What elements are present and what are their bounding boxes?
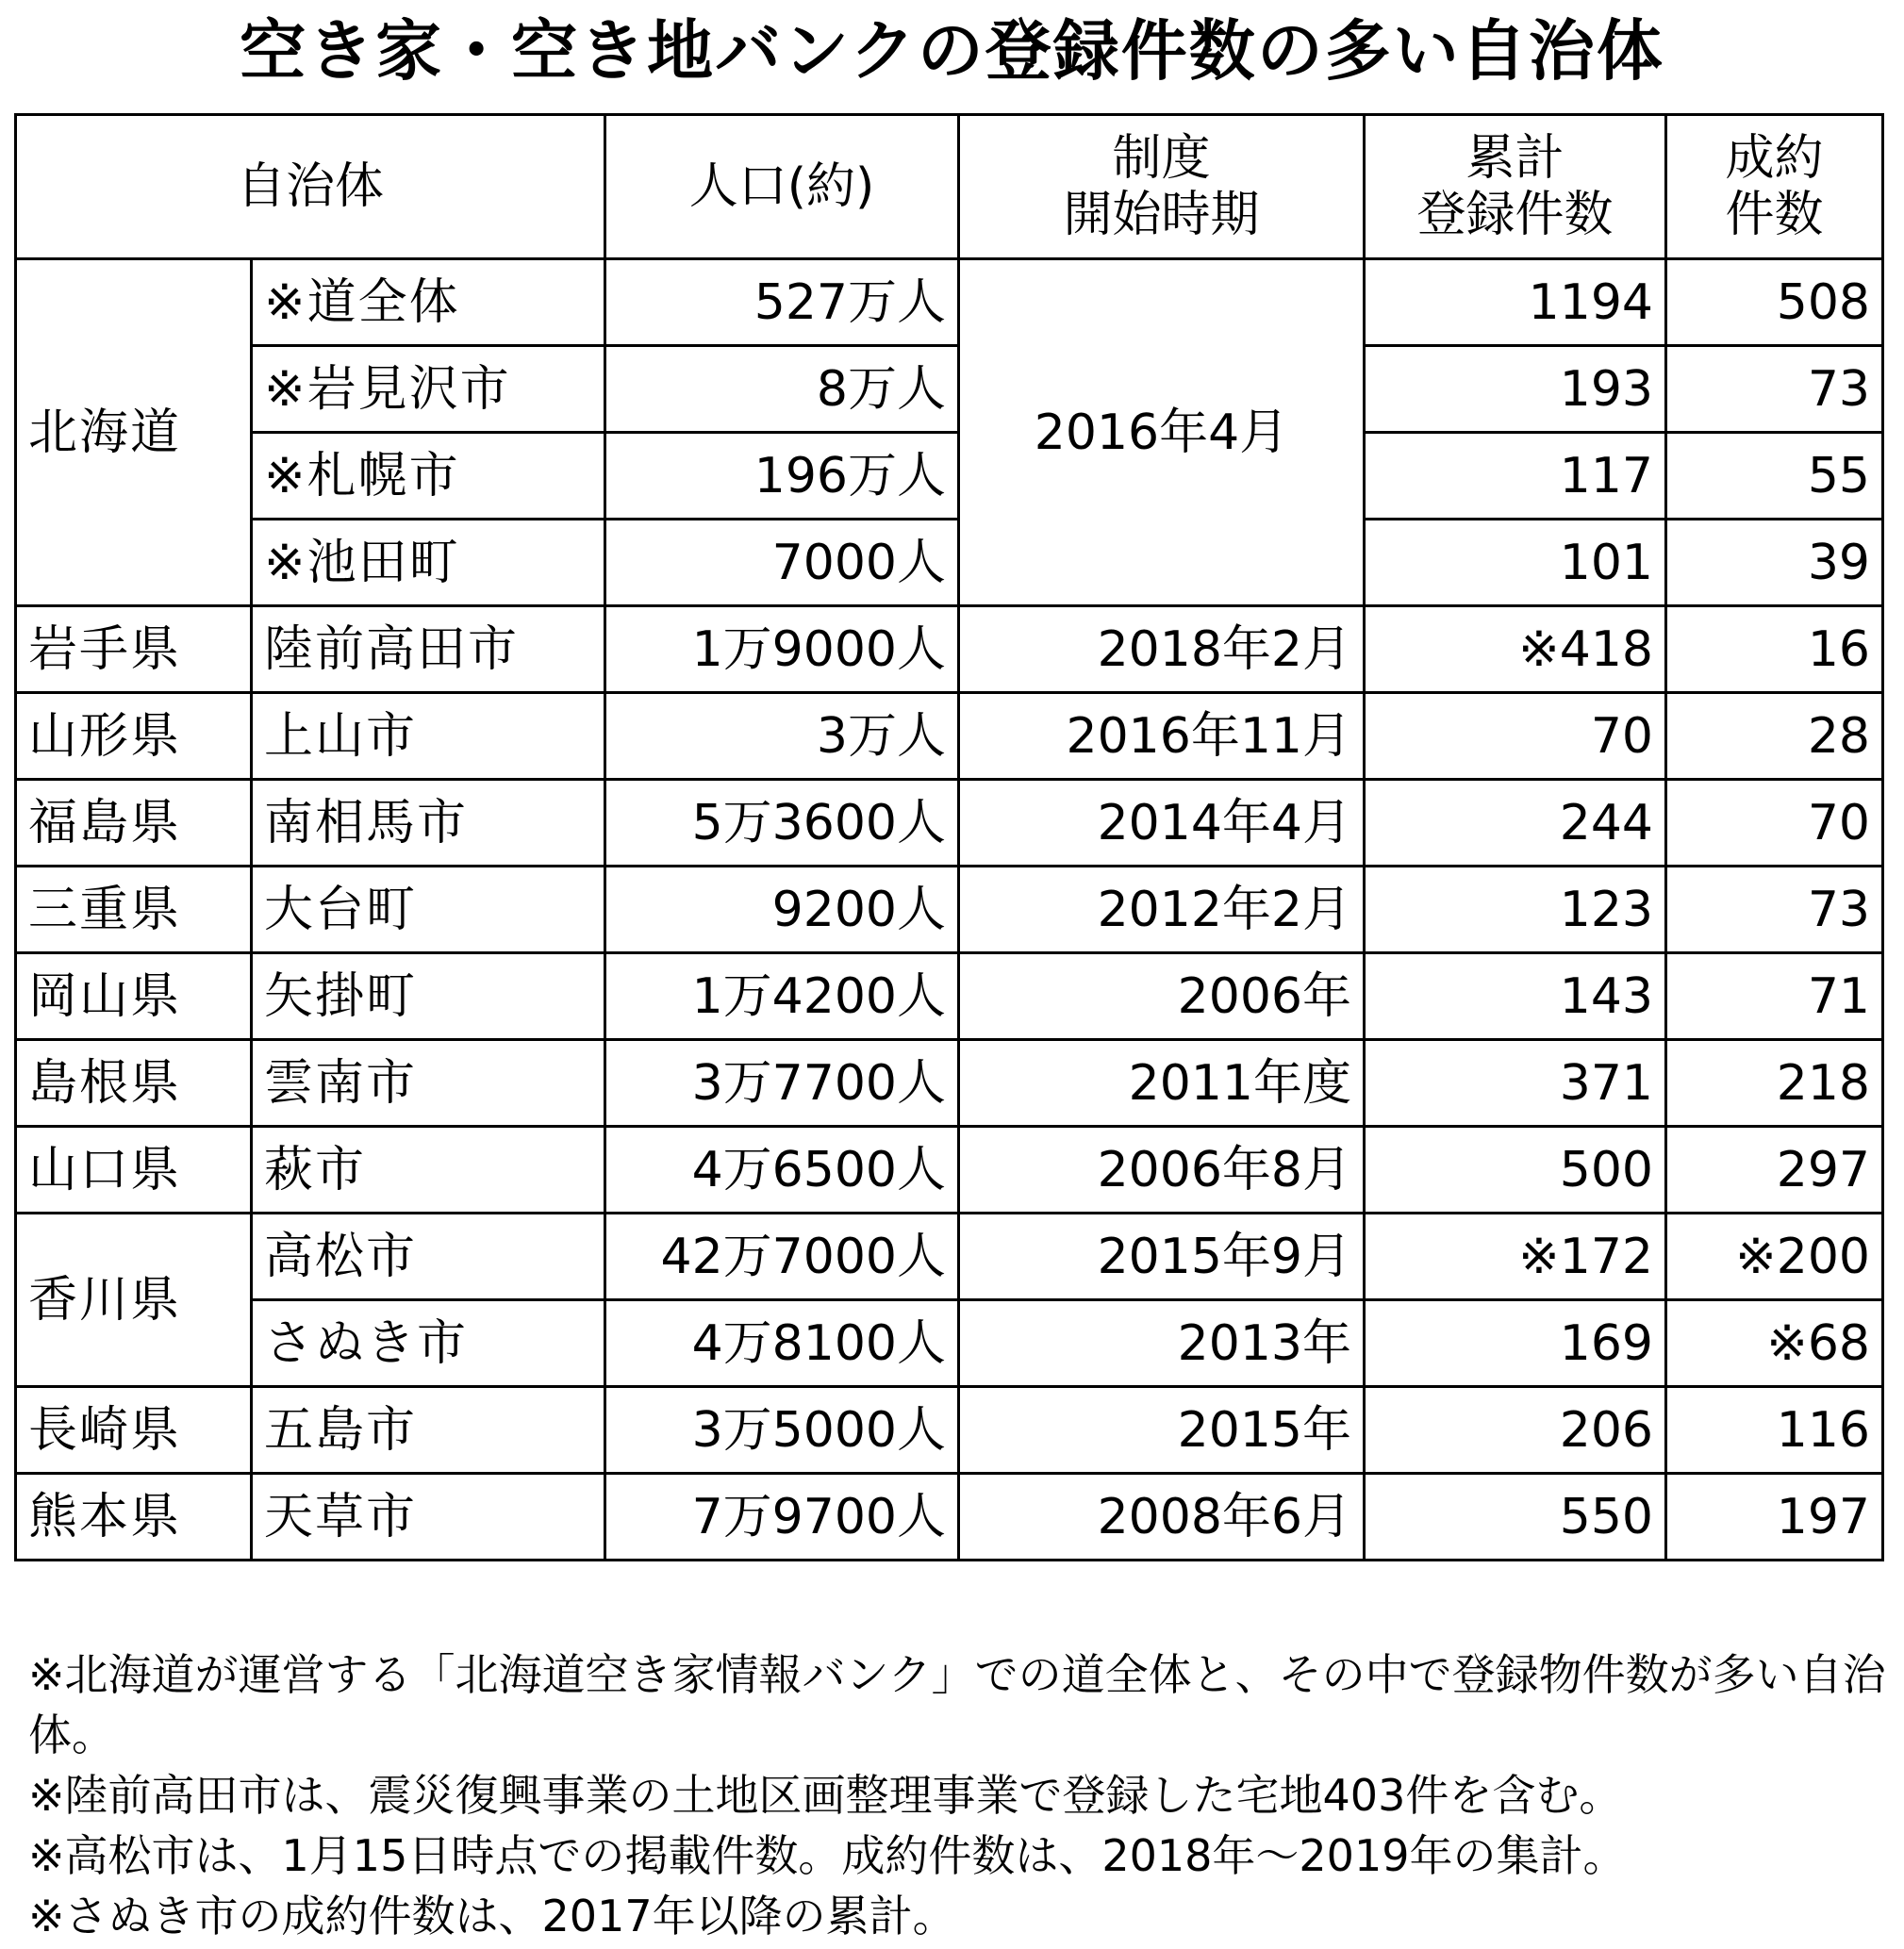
table-row <box>16 1214 1883 1300</box>
page-title: 空き家・空き地バンクの登録件数の多い自治体 <box>240 12 1664 90</box>
header-contracts <box>1666 115 1883 259</box>
prefecture-cell: 長崎県 <box>16 1387 252 1474</box>
contracts-cell: 197 <box>1666 1474 1883 1561</box>
registered-cell: 1194 <box>1365 259 1666 346</box>
table-row <box>16 1040 1883 1127</box>
prefecture-cell: 山形県 <box>16 693 252 780</box>
table-row <box>16 433 1883 520</box>
table-row <box>16 346 1883 433</box>
header-start-line1: 制度 <box>1112 130 1211 187</box>
registered-cell: 123 <box>1365 867 1666 953</box>
municipality-cell: ※札幌市 <box>252 433 605 520</box>
table-row <box>16 1474 1883 1561</box>
table-row <box>16 606 1883 693</box>
start-cell: 2016年11月 <box>959 693 1365 780</box>
municipality-table <box>14 113 1884 1561</box>
municipality-cell: ※池田町 <box>252 520 605 606</box>
prefecture-cell: 岡山県 <box>16 953 252 1040</box>
population-cell: 4万8100人 <box>605 1300 959 1387</box>
footnote: ※高松市は、1月15日時点での掲載件数。成約件数は、2018年～2019年の集計。 <box>28 1830 1627 1881</box>
municipality-cell: 五島市 <box>252 1387 605 1474</box>
prefecture-cell: 福島県 <box>16 780 252 867</box>
table-row <box>16 1387 1883 1474</box>
footnotes <box>28 1644 1886 1946</box>
registered-cell: 206 <box>1365 1387 1666 1474</box>
contracts-cell: 218 <box>1666 1040 1883 1127</box>
header-registered-line2: 登録件数 <box>1416 187 1614 243</box>
contracts-cell: 39 <box>1666 520 1883 606</box>
registered-cell: ※418 <box>1365 606 1666 693</box>
table-row <box>16 953 1883 1040</box>
prefecture-cell: 島根県 <box>16 1040 252 1127</box>
start-cell: 2018年2月 <box>959 606 1365 693</box>
registered-cell: 169 <box>1365 1300 1666 1387</box>
population-cell: 527万人 <box>605 259 959 346</box>
start-cell: 2011年度 <box>959 1040 1365 1127</box>
contracts-cell: ※68 <box>1666 1300 1883 1387</box>
header-start <box>959 115 1365 259</box>
contracts-cell: ※200 <box>1666 1214 1883 1300</box>
table-row <box>16 1300 1883 1387</box>
registered-cell: 143 <box>1365 953 1666 1040</box>
start-cell: 2015年9月 <box>959 1214 1365 1300</box>
municipality-cell: 高松市 <box>252 1214 605 1300</box>
header-contracts-line1: 成約 <box>1725 130 1824 187</box>
population-cell: 3万5000人 <box>605 1387 959 1474</box>
municipality-cell: 南相馬市 <box>252 780 605 867</box>
registered-cell: 500 <box>1365 1127 1666 1214</box>
contracts-cell: 297 <box>1666 1127 1883 1214</box>
municipality-cell: ※岩見沢市 <box>252 346 605 433</box>
start-cell: 2013年 <box>959 1300 1365 1387</box>
start-cell: 2006年8月 <box>959 1127 1365 1214</box>
contracts-cell: 73 <box>1666 867 1883 953</box>
registered-cell: ※172 <box>1365 1214 1666 1300</box>
prefecture-cell: 三重県 <box>16 867 252 953</box>
start-cell: 2014年4月 <box>959 780 1365 867</box>
registered-cell: 244 <box>1365 780 1666 867</box>
registered-cell: 550 <box>1365 1474 1666 1561</box>
table-row <box>16 867 1883 953</box>
contracts-cell: 71 <box>1666 953 1883 1040</box>
prefecture-cell: 熊本県 <box>16 1474 252 1561</box>
start-cell: 2016年4月 <box>959 259 1365 606</box>
population-cell: 8万人 <box>605 346 959 433</box>
start-cell: 2012年2月 <box>959 867 1365 953</box>
prefecture-cell: 北海道 <box>16 259 252 606</box>
table-row <box>16 259 1883 346</box>
prefecture-cell: 岩手県 <box>16 606 252 693</box>
table-row <box>16 693 1883 780</box>
population-cell: 1万9000人 <box>605 606 959 693</box>
municipality-cell: 矢掛町 <box>252 953 605 1040</box>
municipality-cell: 上山市 <box>252 693 605 780</box>
municipality-cell: さぬき市 <box>252 1300 605 1387</box>
population-cell: 4万6500人 <box>605 1127 959 1214</box>
start-cell: 2015年 <box>959 1387 1365 1474</box>
population-cell: 3万人 <box>605 693 959 780</box>
population-cell: 7万9700人 <box>605 1474 959 1561</box>
registered-cell: 371 <box>1365 1040 1666 1127</box>
header-start-line2: 開始時期 <box>1063 187 1260 243</box>
population-cell: 1万4200人 <box>605 953 959 1040</box>
header-registered-line1: 累計 <box>1465 130 1565 187</box>
population-cell: 5万3600人 <box>605 780 959 867</box>
contracts-cell: 55 <box>1666 433 1883 520</box>
header-contracts-line2: 件数 <box>1725 187 1824 243</box>
table-row <box>16 520 1883 606</box>
population-cell: 42万7000人 <box>605 1214 959 1300</box>
header-registered <box>1365 115 1666 259</box>
municipality-cell: 雲南市 <box>252 1040 605 1127</box>
table-header-row <box>16 115 1883 259</box>
footnote: ※さぬき市の成約件数は、2017年以降の累計。 <box>28 1891 956 1941</box>
contracts-cell: 16 <box>1666 606 1883 693</box>
start-cell: 2008年6月 <box>959 1474 1365 1561</box>
municipality-cell: ※道全体 <box>252 259 605 346</box>
municipality-cell: 天草市 <box>252 1474 605 1561</box>
population-cell: 9200人 <box>605 867 959 953</box>
header-population: 人口(約) <box>605 115 959 259</box>
prefecture-cell: 山口県 <box>16 1127 252 1214</box>
contracts-cell: 508 <box>1666 259 1883 346</box>
municipality-cell: 大台町 <box>252 867 605 953</box>
contracts-cell: 70 <box>1666 780 1883 867</box>
municipality-cell: 陸前高田市 <box>252 606 605 693</box>
prefecture-cell: 香川県 <box>16 1214 252 1387</box>
contracts-cell: 116 <box>1666 1387 1883 1474</box>
population-cell: 196万人 <box>605 433 959 520</box>
population-cell: 3万7700人 <box>605 1040 959 1127</box>
registered-cell: 193 <box>1365 346 1666 433</box>
registered-cell: 117 <box>1365 433 1666 520</box>
table-row <box>16 1127 1883 1214</box>
registered-cell: 70 <box>1365 693 1666 780</box>
contracts-cell: 73 <box>1666 346 1883 433</box>
header-municipality: 自治体 <box>16 115 605 259</box>
registered-cell: 101 <box>1365 520 1666 606</box>
population-cell: 7000人 <box>605 520 959 606</box>
footnote: ※陸前高田市は、震災復興事業の土地区画整理事業で登録した宅地403件を含む。 <box>28 1770 1623 1821</box>
start-cell: 2006年 <box>959 953 1365 1040</box>
contracts-cell: 28 <box>1666 693 1883 780</box>
municipality-cell: 萩市 <box>252 1127 605 1214</box>
footnote: ※北海道が運営する「北海道空き家情報バンク」での道全体と、その中で登録物件数が多い自治体。 <box>28 1649 1886 1760</box>
table-row <box>16 780 1883 867</box>
